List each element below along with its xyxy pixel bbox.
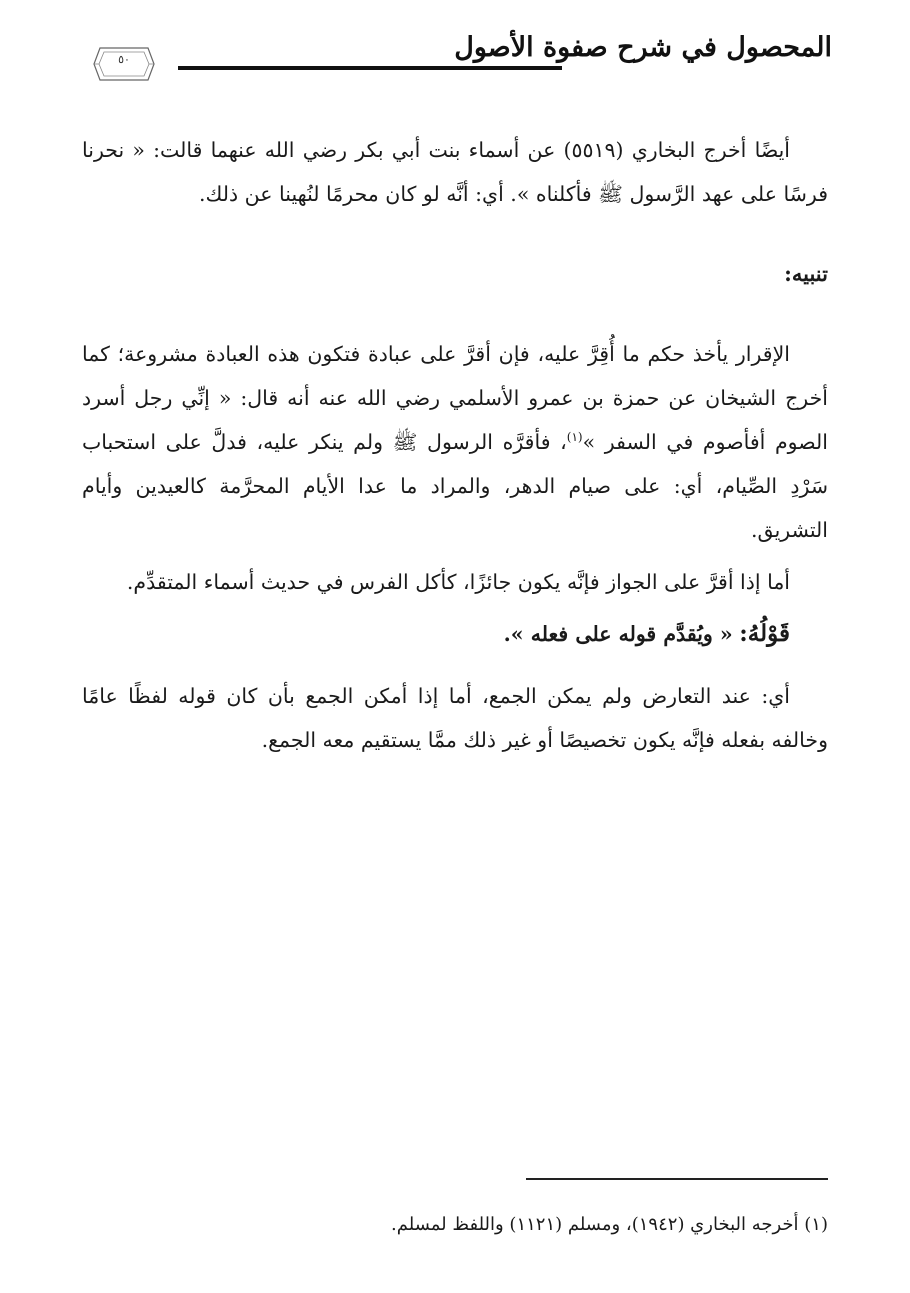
page-number-badge: [92, 46, 156, 82]
footnote: (١) أخرجه البخاري (١٩٤٢)، ومسلم (١١٢١) واللفظ لمسلم.: [391, 1214, 828, 1235]
quoted-saying: [82, 612, 828, 656]
page-body: [82, 128, 828, 762]
saying-prefix: قَوْلُهُ:: [739, 620, 790, 647]
saying-quote: « ويُقدَّم قوله على فعله ».: [503, 622, 733, 646]
header-rule: [178, 66, 562, 70]
page-number: ٥٠: [118, 53, 130, 66]
paragraph-2: [82, 332, 828, 552]
paragraph-3: أما إذا أقرَّ على الجواز فإنَّه يكون جائزًا، كأكل الفرس في حديث أسماء المتقدِّم.: [126, 570, 790, 594]
footnote-reference[interactable]: (١): [566, 430, 583, 445]
paragraph-2-text: الإقرار يأخذ حكم ما أُقِرَّ عليه، فإن أقرَّ على عبادة فتكون هذه العبادة مشروعة؛ كما أخرج الشيخان عن حمزة بن عمرو الأسلمي رضي الله عنه أنه قال: « إنِّي رجل أسرد الصوم أفأصوم في السفر »: [82, 342, 828, 454]
section-heading: تنبيه:: [784, 261, 828, 286]
page-header: [92, 28, 832, 84]
paragraph-1: أيضًا أخرج البخاري (٥٥١٩) عن أسماء بنت أبي بكر رضي الله عنهما قالت: « نحرنا فرسًا على عهد الرَّسول ﷺ فأكلناه ». أي: أنَّه لو كان محرمًا لنُهينا عن ذلك.: [82, 138, 828, 206]
book-title: المحصول في شرح صفوة الأصول: [454, 32, 832, 63]
paragraph-4: أي: عند التعارض ولم يمكن الجمع، أما إذا أمكن الجمع بأن كان قوله لفظًا عامًا وخالفه بفعله فإنَّه يكون تخصيصًا أو غير ذلك ممَّا يستقيم معه الجمع.: [82, 684, 828, 752]
footnote-separator: [526, 1178, 828, 1180]
paragraph-2-text-cont: ، فأقرَّه الرسول ﷺ ولم ينكر عليه، فدلَّ على استحباب سَرْدِ الصِّيام، أي: على صيام الدهر، والمراد ما عدا الأيام المحرَّمة كالعيدين وأيام التشريق.: [82, 430, 828, 542]
